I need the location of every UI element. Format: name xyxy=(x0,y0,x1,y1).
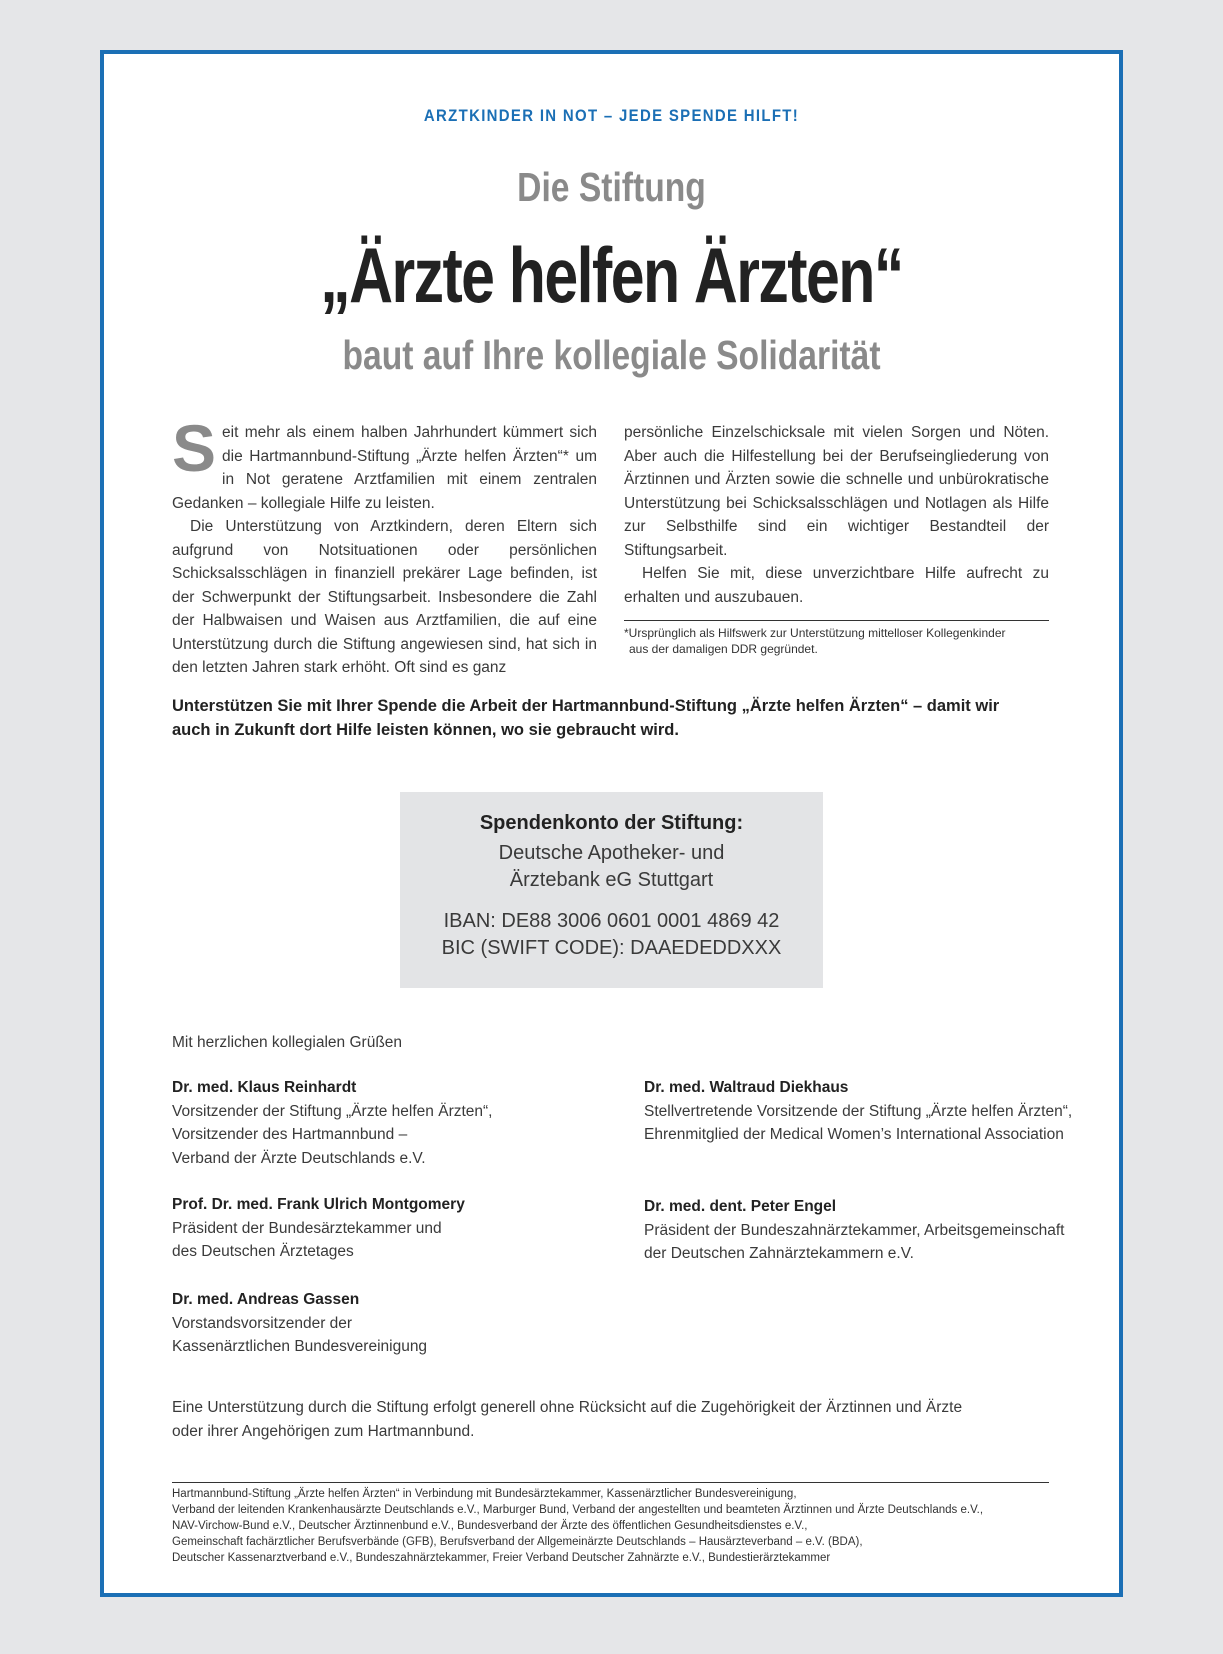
body-paragraph xyxy=(172,411,597,515)
kicker-headline: ARZTKINDER IN NOT – JEDE SPENDE HILFT! xyxy=(423,106,800,125)
title-subtitle: baut auf Ihre kollegiale Solidarität xyxy=(342,332,881,378)
signatory xyxy=(172,1288,602,1359)
signatory-role: Vorsitzender des Hartmannbund – xyxy=(172,1126,408,1143)
footer-line: Deutscher Kassenarztverband e.V., Bundeszahnärztekammer, Freier Verband Deutscher Zahnärzte e.V., Bundestierärztekammer xyxy=(172,1552,831,1564)
signatory-role: Ehrenmitglied der Medical Women’s International Association xyxy=(644,1126,1064,1143)
greeting: Mit herzlichen kollegialen Grüßen xyxy=(172,1034,403,1051)
disclaimer: Eine Unterstützung durch die Stiftung erfolgt generell ohne Rücksicht auf die Zugehörigkeit der Ärztinnen und Ärzte oder ihrer Angehörigen zum Hartmannbund. xyxy=(172,1399,963,1440)
signatory xyxy=(644,1076,1074,1147)
dropcap: S xyxy=(172,411,217,485)
footnote-line: *Ursprünglich als Hilfswerk zur Unterstützung mittelloser Kollegenkinder xyxy=(624,626,1006,640)
signatory-role: Präsident der Bundesärztekammer und xyxy=(172,1219,442,1237)
signatory-name: Dr. med. Andreas Gassen xyxy=(172,1291,360,1308)
footer-partners xyxy=(172,1482,1049,1566)
bic: BIC (SWIFT CODE): DAAEDEDDXXX xyxy=(441,937,782,959)
body-paragraph: Die Unterstützung von Arztkindern, deren Eltern sich aufgrund von Notsituationen oder persönlichen Schicksalsschlägen in finanziell prekärer Lage befinden, ist der Schwerpunkt der Stiftungsarbeit. Insbesondere die Zahl der Halbwaisen und Waisen aus Arztfamilien, die auf eine Unterstützung durch die Stiftung angewiesen sind, hat sich in den letzten Jahren stark erhöht. Oft sind es ganz xyxy=(172,518,597,676)
signatory-name: Dr. med. dent. Peter Engel xyxy=(644,1198,837,1215)
donation-appeal: Unterstützen Sie mit Ihrer Spende die Arbeit der Hartmannbund-Stiftung „Ärzte helfen Ärzten“ – damit wir auch in Zukunft dort Hilfe leisten können, wo sie gebraucht wird. xyxy=(172,697,1000,739)
signatory-name: Dr. med. Klaus Reinhardt xyxy=(172,1079,357,1096)
footer-line: Hartmannbund-Stiftung „Ärzte helfen Ärzten“ in Verbindung mit Bundesärztekammer, Kassenärztlicher Bundesvereinigung, xyxy=(172,1488,797,1500)
body-paragraph: persönliche Einzelschicksale mit vielen Sorgen und Nöten. Aber auch die Hilfestellung bei der Berufseingliederung von Ärztinnen und Ärzten sowie die schnelle und unbürokratische Unterstützung bei Schicksalsschlägen und Notlagen als Hilfe zur Selbsthilfe sind ein wichtiger Bestandteil der Stiftungsarbeit. xyxy=(624,424,1049,559)
body-text: eit mehr als einem halben Jahrhundert kümmert sich die Hartmannbund-Stiftung „Ärzte helfen Ärzten“* um in Not geratene Arztfamilien mit einem zentralen Gedanken – kollegiale Hilfe zu leisten. xyxy=(172,424,597,512)
body-column-right xyxy=(624,421,1049,609)
footer-line: Gemeinschaft fachärztlicher Berufsverbände (GFB), Berufsverband der Allgemeinärzte Deutschlands – Hausärzteverband – e.V. (BDA), xyxy=(172,1536,863,1548)
title-pre: Die Stiftung xyxy=(517,164,706,210)
page-title: „Ärzte helfen Ärzten“ xyxy=(320,231,903,319)
signatory-role: des Deutschen Ärztetages xyxy=(172,1243,354,1260)
account-title: Spendenkonto der Stiftung: xyxy=(479,812,744,834)
signatory xyxy=(172,1076,602,1170)
iban: IBAN: DE88 3006 0601 0001 4869 42 xyxy=(443,910,780,932)
bank-name-line: Deutsche Apotheker- und xyxy=(498,842,725,864)
document-page xyxy=(100,50,1123,1597)
footnote-line: aus der damaligen DDR gegründet. xyxy=(629,642,818,656)
bank-name-line: Ärztebank eG Stuttgart xyxy=(509,869,714,891)
signatory-name: Prof. Dr. med. Frank Ulrich Montgomery xyxy=(172,1196,465,1213)
signatory-role: der Deutschen Zahnärztekammern e.V. xyxy=(644,1245,914,1262)
footer-line: NAV-Virchow-Bund e.V., Deutscher Ärztinnenbund e.V., Bundesverband der Ärzte des öffentlichen Gesundheitsdienstes e.V., xyxy=(172,1520,808,1532)
signatory xyxy=(172,1193,602,1264)
footnote xyxy=(624,620,1049,657)
signatory-role: Vorsitzender der Stiftung „Ärzte helfen Ärzten“, xyxy=(172,1102,493,1120)
signatory-role: Präsident der Bundeszahnärztekammer, Arbeitsgemeinschaft xyxy=(644,1221,1065,1239)
signatory xyxy=(644,1195,1074,1266)
body-paragraph: Helfen Sie mit, diese unverzichtbare Hilfe aufrecht zu erhalten und auszubauen. xyxy=(624,565,1049,606)
signatory-role: Kassenärztlichen Bundesvereinigung xyxy=(172,1338,428,1355)
signatory-role: Verband der Ärzte Deutschlands e.V. xyxy=(172,1149,426,1167)
footer-line: Verband der leitenden Krankenhausärzte Deutschlands e.V., Marburger Bund, Verband der angestellten und beamteten Ärztinnen und Ärzte Deutschlands e.V., xyxy=(172,1504,984,1516)
donation-account-box xyxy=(400,792,823,988)
signatory-name: Dr. med. Waltraud Diekhaus xyxy=(644,1079,849,1096)
body-column-left xyxy=(172,411,597,680)
signatory-role: Stellvertretende Vorsitzende der Stiftung „Ärzte helfen Ärzten“, xyxy=(644,1102,1073,1120)
signatory-role: Vorstandsvorsitzender der xyxy=(172,1314,353,1332)
